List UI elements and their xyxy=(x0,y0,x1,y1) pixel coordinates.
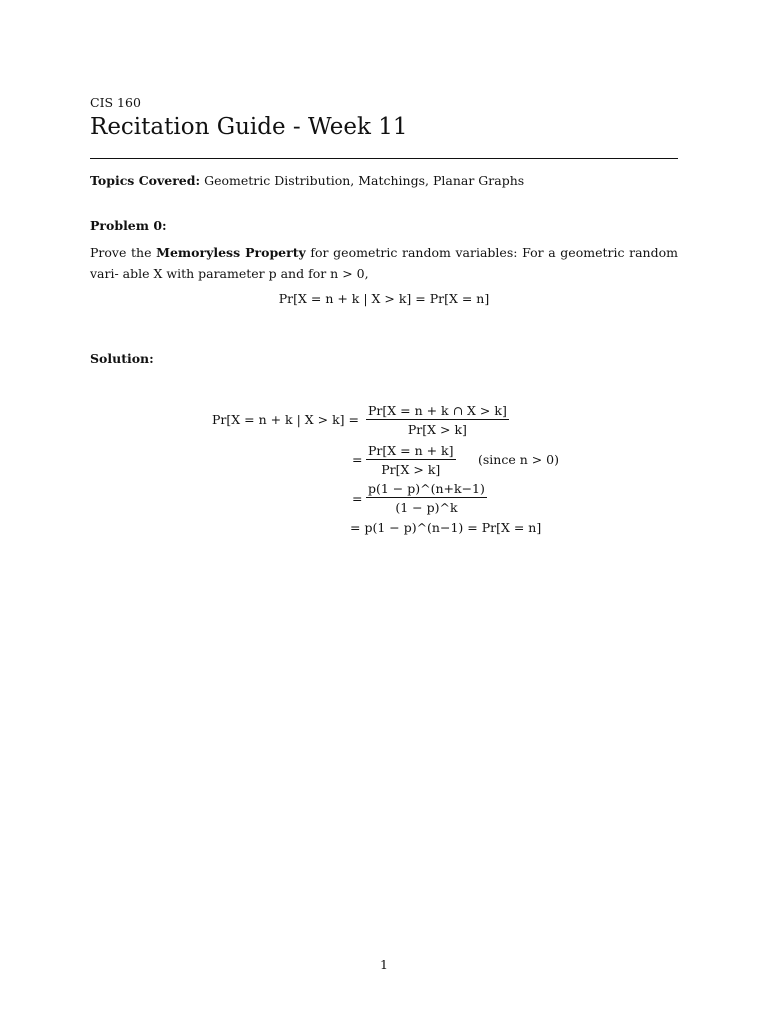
topics-text: Geometric Distribution, Matchings, Planar Graphs xyxy=(204,173,525,188)
derivation-lhs: Pr[X = n + k | X > k] = xyxy=(212,412,360,427)
problem-statement xyxy=(90,242,678,284)
intro-after: for geometric random variables: For a geometric random vari- able X with parameter p and for n > 0, xyxy=(90,245,678,281)
topics-line xyxy=(90,173,524,188)
title-rule xyxy=(90,158,678,159)
equals-sign: = xyxy=(352,452,363,467)
course-code: CIS 160 xyxy=(90,95,141,110)
fraction-bar xyxy=(366,419,509,420)
page-title: Recitation Guide - Week 11 xyxy=(90,114,408,140)
step3-numerator: p(1 − p)^(n+k−1) xyxy=(368,481,485,496)
page-number: 1 xyxy=(380,957,388,972)
step3-denominator: (1 − p)^k xyxy=(395,500,458,515)
fraction-bar xyxy=(366,459,456,460)
step1-numerator: Pr[X = n + k ∩ X > k] xyxy=(368,403,507,418)
topics-label: Topics Covered: xyxy=(90,173,201,188)
solution-heading: Solution: xyxy=(90,351,154,366)
step1-denominator: Pr[X > k] xyxy=(407,422,467,437)
intro-before: Prove the xyxy=(90,245,152,260)
step2-numerator: Pr[X = n + k] xyxy=(368,443,454,458)
memoryless-equation: Pr[X = n + k | X > k] = Pr[X = n] xyxy=(278,291,490,306)
memoryless-term: Memoryless Property xyxy=(156,245,306,260)
step2-note: (since n > 0) xyxy=(478,452,560,467)
step2-fraction xyxy=(366,443,456,477)
final-step: = p(1 − p)^(n−1) = Pr[X = n] xyxy=(350,520,542,535)
equals-sign: = xyxy=(352,491,363,506)
fraction-bar xyxy=(366,497,487,498)
step1-fraction xyxy=(366,403,509,437)
step2-denominator: Pr[X > k] xyxy=(381,462,441,477)
step3-fraction xyxy=(366,481,487,515)
problem-heading: Problem 0: xyxy=(90,218,167,233)
